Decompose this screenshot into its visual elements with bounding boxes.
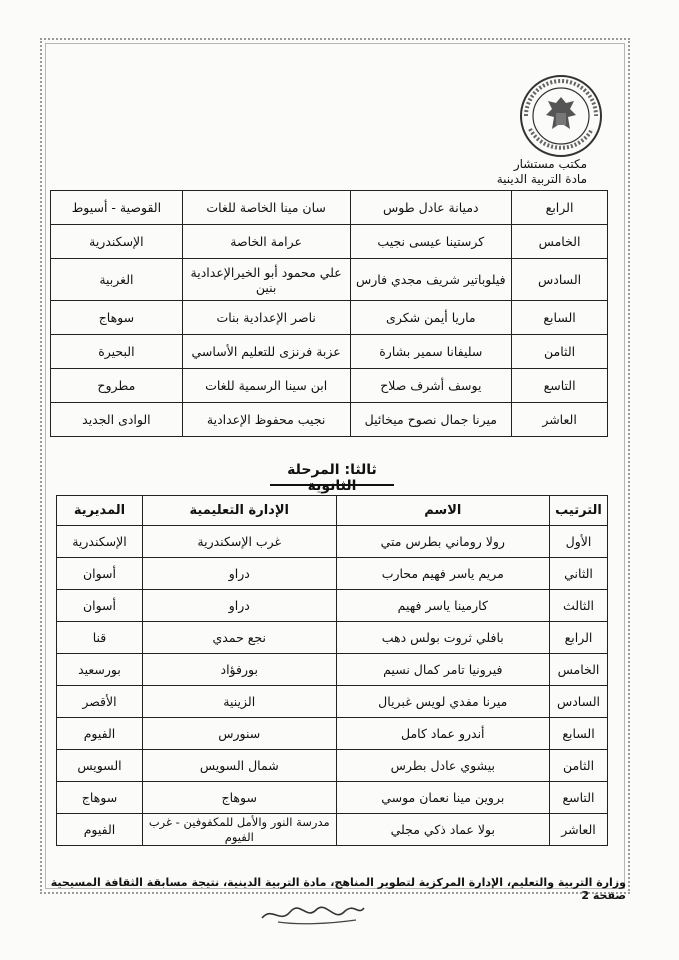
- rank-cell: السابع: [550, 718, 608, 750]
- name-cell: دميانة عادل طوس: [350, 191, 512, 225]
- directorate-cell: الإسكندرية: [51, 225, 183, 259]
- name-cell: بيشوي عادل بطرس: [336, 750, 549, 782]
- table-row: [57, 558, 608, 590]
- school-cell: نجيب محفوظ الإعدادية: [182, 403, 350, 437]
- school-cell: ابن سينا الرسمية للغات: [182, 369, 350, 403]
- secondary-results-table: [56, 495, 608, 846]
- rank-cell: العاشر: [512, 403, 608, 437]
- rank-cell: العاشر: [550, 814, 608, 846]
- rank-cell: التاسع: [512, 369, 608, 403]
- school-cell: علي محمود أبو الخيرالإعدادية بنين: [182, 259, 350, 301]
- table-row: [51, 191, 608, 225]
- handwritten-signature-icon: [258, 898, 368, 928]
- directorate-cell: مطروح: [51, 369, 183, 403]
- name-cell: ميرنا مفدي لويس غبريال: [336, 686, 549, 718]
- directorate-cell: الإسكندرية: [57, 526, 143, 558]
- table-row: [57, 622, 608, 654]
- name-header: الاسم: [336, 496, 549, 526]
- admin-cell: الزينية: [142, 686, 336, 718]
- preparatory-results-table: [50, 190, 608, 437]
- office-line-2: مادة التربية الدينية: [496, 172, 587, 186]
- name-cell: فيرونيا تامر كمال نسيم: [336, 654, 549, 686]
- rank-cell: الثامن: [512, 335, 608, 369]
- table-row: [51, 259, 608, 301]
- rank-cell: السابع: [512, 301, 608, 335]
- name-cell: ميرنا جمال نصوح ميخائيل: [350, 403, 512, 437]
- directorate-cell: الغربية: [51, 259, 183, 301]
- table-row: [57, 750, 608, 782]
- name-cell: سليفانا سمير بشارة: [350, 335, 512, 369]
- admin-cell: دراو: [142, 558, 336, 590]
- admin-header: الإدارة التعليمية: [142, 496, 336, 526]
- table-row: [57, 782, 608, 814]
- table-row: [57, 526, 608, 558]
- directorate-cell: الأقصر: [57, 686, 143, 718]
- school-cell: سان مينا الخاصة للغات: [182, 191, 350, 225]
- name-cell: كارمينا ياسر فهيم: [336, 590, 549, 622]
- directorate-cell: قنا: [57, 622, 143, 654]
- rank-cell: الأول: [550, 526, 608, 558]
- directorate-header: المديرية: [57, 496, 143, 526]
- admin-cell: بورفؤاد: [142, 654, 336, 686]
- table-row: [57, 590, 608, 622]
- admin-cell: سنورس: [142, 718, 336, 750]
- directorate-cell: البحيرة: [51, 335, 183, 369]
- admin-cell: شمال السويس: [142, 750, 336, 782]
- table-row: [57, 654, 608, 686]
- rank-cell: السادس: [550, 686, 608, 718]
- school-cell: عرامة الخاصة: [182, 225, 350, 259]
- directorate-cell: القوصية - أسيوط: [51, 191, 183, 225]
- rank-cell: التاسع: [550, 782, 608, 814]
- rank-cell: الرابع: [512, 191, 608, 225]
- rank-cell: السادس: [512, 259, 608, 301]
- name-cell: بولا عماد ذكي مجلي: [336, 814, 549, 846]
- page-footer: وزارة التربية والتعليم، الإدارة المركزية لتطوير المناهج، مادة التربية الدينية، نتيجة مسابقة الثقافة المسيحية صفحة 2: [50, 876, 626, 902]
- name-cell: كرستينا عيسى نجيب: [350, 225, 512, 259]
- rank-cell: الخامس: [512, 225, 608, 259]
- name-cell: يوسف أشرف صلاح: [350, 369, 512, 403]
- rank-cell: الثالث: [550, 590, 608, 622]
- directorate-cell: الفيوم: [57, 814, 143, 846]
- directorate-cell: سوهاج: [57, 782, 143, 814]
- admin-cell: سوهاج: [142, 782, 336, 814]
- name-cell: بافلي ثروت بولس دهب: [336, 622, 549, 654]
- admin-cell: نجع حمدي: [142, 622, 336, 654]
- school-cell: ناصر الإعدادية بنات: [182, 301, 350, 335]
- table-row: [57, 814, 608, 846]
- name-cell: رولا روماني بطرس متي: [336, 526, 549, 558]
- name-cell: أندرو عماد كامل: [336, 718, 549, 750]
- rank-cell: الثاني: [550, 558, 608, 590]
- table-row: [57, 718, 608, 750]
- ministry-eagle-seal-icon: [518, 73, 604, 159]
- office-heading: [387, 157, 587, 187]
- directorate-cell: أسوان: [57, 590, 143, 622]
- office-line-1: مكتب مستشار: [513, 157, 587, 171]
- rank-cell: الرابع: [550, 622, 608, 654]
- admin-cell: غرب الإسكندرية: [142, 526, 336, 558]
- directorate-cell: سوهاج: [51, 301, 183, 335]
- rank-cell: الثامن: [550, 750, 608, 782]
- name-cell: فيلوباتير شريف مجدي فارس: [350, 259, 512, 301]
- section-title: ثالثا: المرحلة الثانوية: [270, 462, 394, 486]
- admin-cell: دراو: [142, 590, 336, 622]
- table-header-row: [57, 496, 608, 526]
- name-cell: مريم ياسر فهيم محارب: [336, 558, 549, 590]
- directorate-cell: السويس: [57, 750, 143, 782]
- table-row: [51, 403, 608, 437]
- name-cell: بروين مينا نعمان موسي: [336, 782, 549, 814]
- directorate-cell: الفيوم: [57, 718, 143, 750]
- table-row: [51, 335, 608, 369]
- rank-cell: الخامس: [550, 654, 608, 686]
- name-cell: ماريا أيمن شكرى: [350, 301, 512, 335]
- directorate-cell: الوادى الجديد: [51, 403, 183, 437]
- table-row: [51, 225, 608, 259]
- directorate-cell: بورسعيد: [57, 654, 143, 686]
- table-row: [57, 686, 608, 718]
- table-row: [51, 369, 608, 403]
- directorate-cell: أسوان: [57, 558, 143, 590]
- school-cell: عزبة فرنزى للتعليم الأساسي: [182, 335, 350, 369]
- rank-header: الترتيب: [550, 496, 608, 526]
- admin-cell: مدرسة النور والأمل للمكفوفين - غرب الفيوم: [142, 814, 336, 846]
- table-row: [51, 301, 608, 335]
